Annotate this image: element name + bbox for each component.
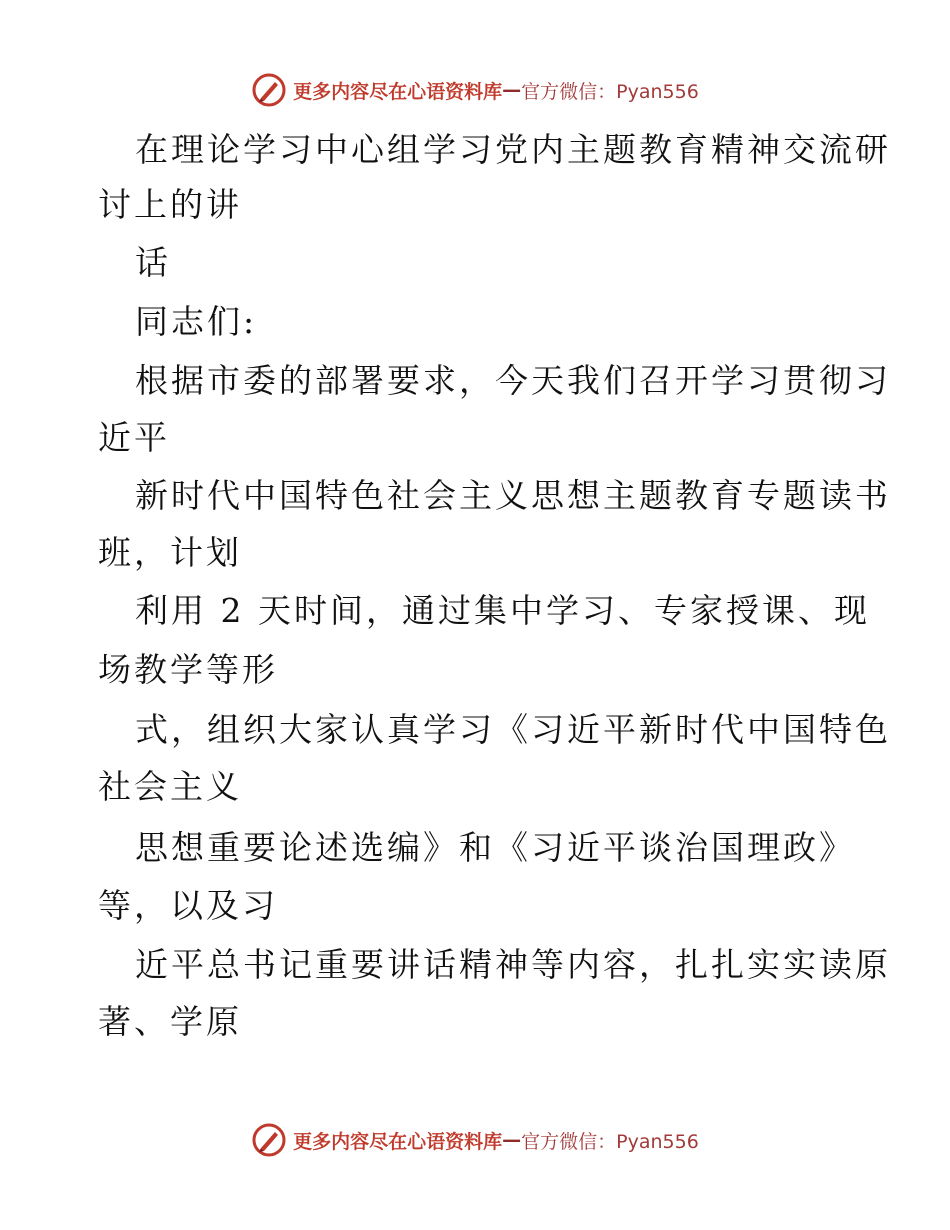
doc-line: 利用 2 天时间，通过集中学习、专家授课、现: [135, 591, 870, 630]
banner-dash: —: [502, 1129, 522, 1151]
banner-suffix-text: 官方微信：Pyan556: [521, 80, 699, 103]
doc-line: 话: [135, 243, 171, 282]
footer-banner: [0, 1120, 950, 1160]
doc-line: 根据市委的部署要求，今天我们召开学习贯彻习: [135, 361, 891, 400]
header-banner: [0, 70, 950, 110]
banner-suffix-text: 官方微信：Pyan556: [521, 1130, 699, 1153]
banner-text: [293, 77, 699, 104]
doc-line: 同志们:: [135, 302, 258, 341]
doc-line: 著、学原: [98, 1002, 242, 1041]
banner-main-text: 更多内容尽在心语资料库: [293, 1130, 503, 1153]
doc-line: 社会主义: [98, 767, 242, 806]
doc-line: 班，计划: [98, 533, 242, 572]
pen-logo-icon: [251, 72, 287, 108]
banner-main-text: 更多内容尽在心语资料库: [293, 80, 503, 103]
doc-line: 近平总书记重要讲话精神等内容，扎扎实实读原: [135, 945, 891, 984]
doc-line: 新时代中国特色社会主义思想主题教育专题读书: [135, 476, 891, 515]
doc-line: 近平: [98, 418, 170, 457]
doc-line: 讨上的讲: [98, 185, 242, 224]
banner-dash: —: [502, 79, 522, 101]
doc-line: 场教学等形: [98, 650, 278, 689]
pen-logo-icon: [251, 1122, 287, 1158]
doc-line: 思想重要论述选编》和《习近平谈治国理政》: [135, 828, 855, 867]
doc-line: 等，以及习: [98, 886, 278, 925]
doc-line: 在理论学习中心组学习党内主题教育精神交流研: [135, 130, 891, 169]
banner-text: [293, 1127, 699, 1154]
doc-line: 式，组织大家认真学习《习近平新时代中国特色: [135, 710, 891, 749]
